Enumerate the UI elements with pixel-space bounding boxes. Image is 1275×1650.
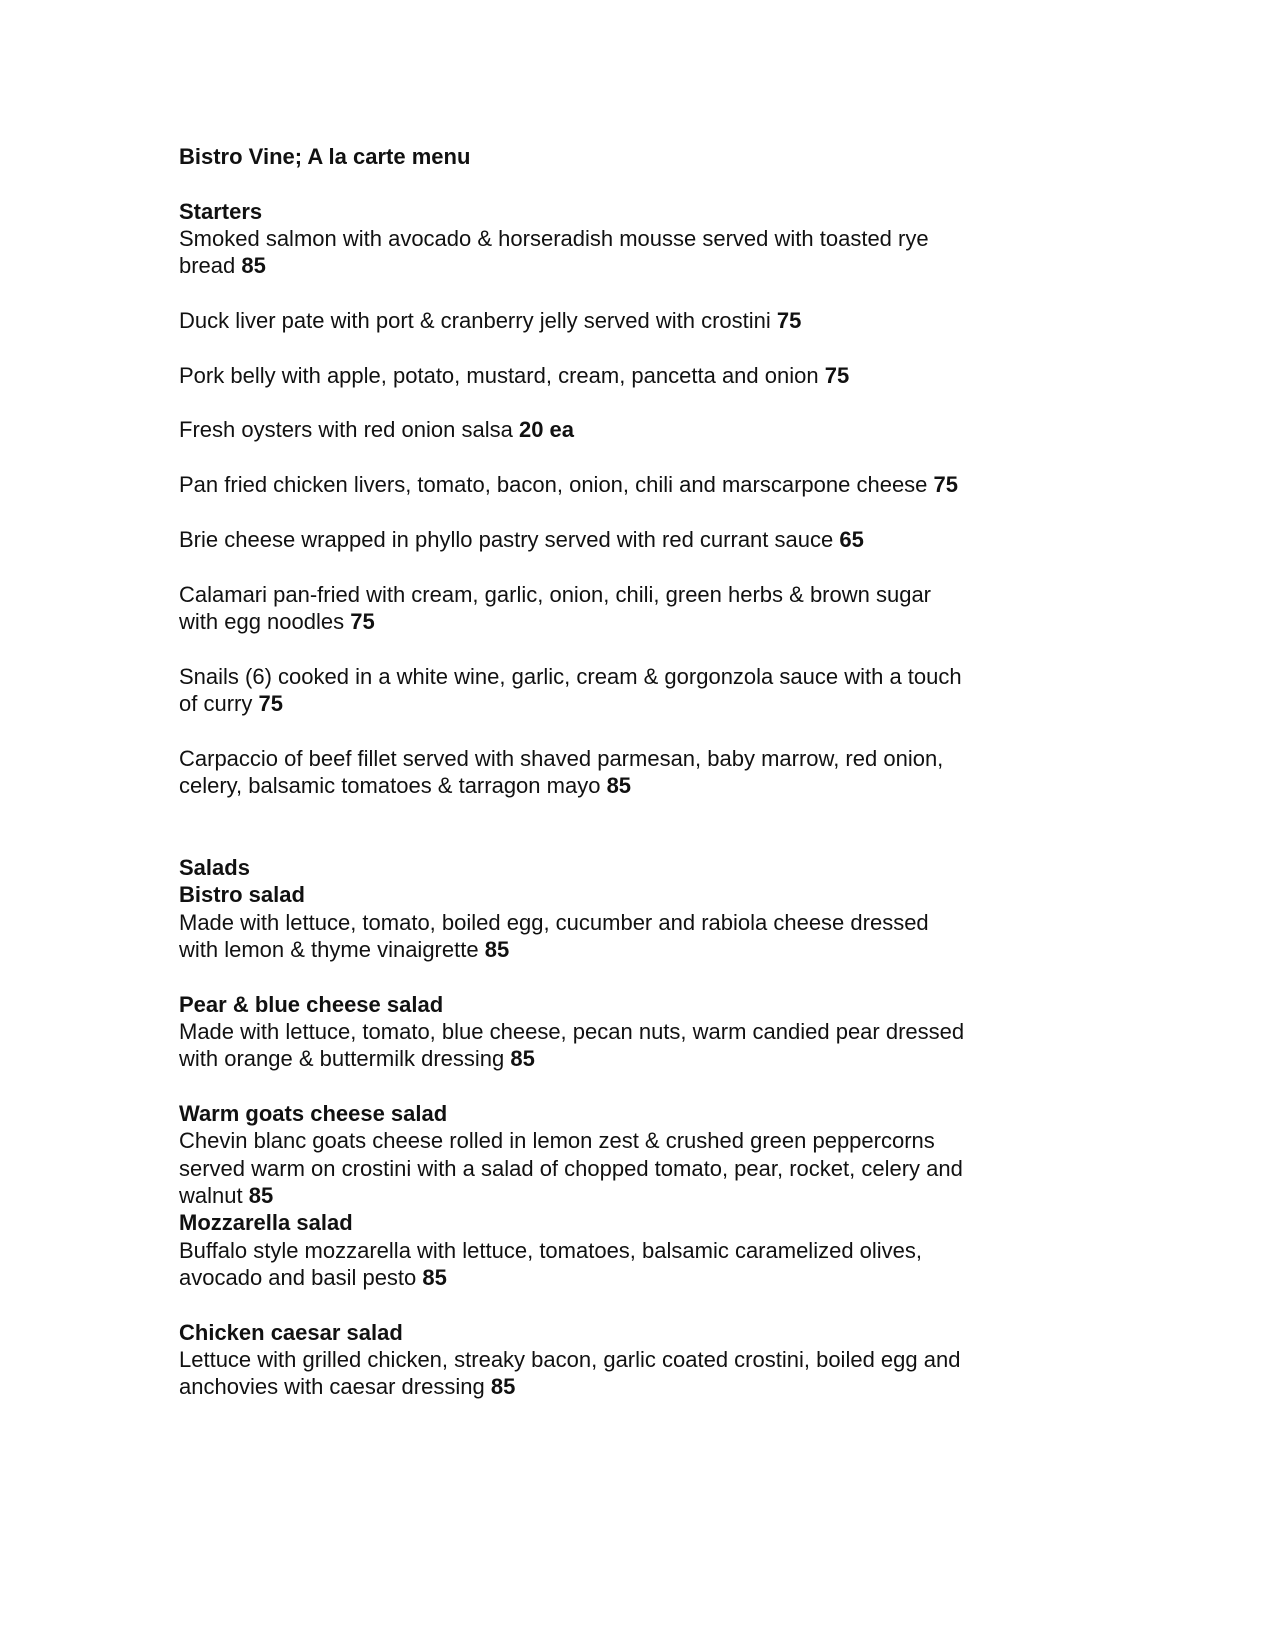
item-name: Chicken caesar salad xyxy=(179,1319,403,1345)
spacer xyxy=(179,280,1059,307)
item-description-line xyxy=(179,1346,1059,1373)
item-price: 75 xyxy=(824,362,850,388)
item-description: anchovies with caesar dressing xyxy=(179,1374,485,1400)
item-price: 20 ea xyxy=(518,417,575,443)
menu-item xyxy=(179,471,1059,498)
item-description: Brie cheese wrapped in phyllo pastry served with red currant sauce xyxy=(179,526,834,552)
item-description: Pork belly with apple, potato, mustard, cream, pancetta and onion xyxy=(179,362,819,388)
salads-heading: Salads xyxy=(179,854,250,880)
item-name: Pear & blue cheese salad xyxy=(179,991,444,1017)
item-description: Duck liver pate with port & cranberry jelly served with crostini xyxy=(179,308,771,334)
spacer xyxy=(179,389,1059,416)
starters-list xyxy=(179,225,1059,799)
item-description-line xyxy=(179,909,1059,936)
item-description-line xyxy=(179,745,1059,772)
menu-title: Bistro Vine; A la carte menu xyxy=(179,144,471,169)
item-description: Pan fried chicken livers, tomato, bacon, onion, chili and marscarpone cheese xyxy=(179,472,928,498)
item-description: Snails (6) cooked in a white wine, garlic, cream & gorgonzola sauce with a touch xyxy=(179,663,962,689)
spacer xyxy=(179,553,1059,580)
item-description: Made with lettuce, tomato, boiled egg, cucumber and rabiola cheese dressed xyxy=(179,909,929,935)
item-description: Made with lettuce, tomato, blue cheese, pecan nuts, warm candied pear dressed xyxy=(179,1019,965,1044)
item-description-line xyxy=(179,772,1059,799)
item-price: 85 xyxy=(484,936,510,962)
item-description-line xyxy=(179,307,1059,334)
item-description: with orange & buttermilk dressing xyxy=(179,1046,505,1072)
item-price: 65 xyxy=(839,526,864,552)
item-description-line xyxy=(179,663,1059,690)
spacer xyxy=(179,444,1059,471)
item-description: Buffalo style mozzarella with lettuce, tomatoes, balsamic caramelized olives, xyxy=(179,1237,923,1263)
item-description: avocado and basil pesto xyxy=(179,1265,417,1291)
item-description-line xyxy=(179,252,1059,279)
item-price: 85 xyxy=(490,1374,516,1400)
menu-item xyxy=(179,663,1059,718)
item-price: 75 xyxy=(933,472,959,498)
menu-item xyxy=(179,745,1059,800)
item-description-line xyxy=(179,1018,1059,1045)
item-price: 85 xyxy=(248,1183,274,1209)
item-name: Warm goats cheese salad xyxy=(179,1101,448,1127)
spacer xyxy=(179,498,1059,525)
item-description-line xyxy=(179,1155,1059,1182)
item-description: served warm on crostini with a salad of chopped tomato, pear, rocket, celery and xyxy=(179,1155,963,1181)
spacer xyxy=(179,635,1059,662)
spacer xyxy=(179,963,1059,990)
item-description: Lettuce with grilled chicken, streaky bacon, garlic coated crostini, boiled egg and xyxy=(179,1347,961,1373)
menu-item xyxy=(179,1319,1059,1401)
menu-item xyxy=(179,526,1059,553)
spacer xyxy=(179,1073,1059,1100)
item-description-line xyxy=(179,471,1059,498)
item-name: Mozzarella salad xyxy=(179,1210,353,1236)
menu-item xyxy=(179,362,1059,389)
menu-item xyxy=(179,225,1059,280)
item-description: bread xyxy=(179,253,236,279)
menu-item xyxy=(179,1209,1059,1291)
spacer xyxy=(179,334,1059,361)
menu-item xyxy=(179,307,1059,334)
item-description-line xyxy=(179,608,1059,635)
item-description: celery, balsamic tomatoes & tarragon mayo xyxy=(179,772,601,798)
item-price: 85 xyxy=(510,1046,535,1072)
item-price: 75 xyxy=(776,308,802,334)
item-price: 85 xyxy=(422,1265,447,1291)
menu-page xyxy=(179,143,1059,1401)
menu-item xyxy=(179,1100,1059,1209)
item-description-line xyxy=(179,225,1059,252)
item-description: Calamari pan-fried with cream, garlic, onion, chili, green herbs & brown sugar xyxy=(179,581,932,607)
item-description: of curry xyxy=(179,690,253,716)
item-description-line xyxy=(179,1373,1059,1400)
salads-list xyxy=(179,881,1059,1401)
item-description: Carpaccio of beef fillet served with shaved parmesan, baby marrow, red onion, xyxy=(179,745,944,771)
item-description-line xyxy=(179,526,1059,553)
item-description: with egg noodles xyxy=(179,608,345,634)
menu-item xyxy=(179,881,1059,963)
item-description-line xyxy=(179,1264,1059,1291)
item-description: Chevin blanc goats cheese rolled in lemon zest & crushed green peppercorns xyxy=(179,1128,935,1154)
item-description-line xyxy=(179,1182,1059,1209)
menu-item xyxy=(179,581,1059,636)
menu-item xyxy=(179,416,1059,443)
item-description: walnut xyxy=(179,1183,243,1209)
starters-heading: Starters xyxy=(179,198,263,224)
item-description-line xyxy=(179,416,1059,443)
item-description: Smoked salmon with avocado & horseradish mousse served with toasted rye xyxy=(179,226,929,252)
item-description-line xyxy=(179,936,1059,963)
item-description-line xyxy=(179,1045,1059,1072)
item-description: with lemon & thyme vinaigrette xyxy=(179,936,479,962)
item-name: Bistro salad xyxy=(179,882,305,908)
spacer xyxy=(179,717,1059,744)
item-description-line xyxy=(179,581,1059,608)
item-price: 85 xyxy=(606,772,632,798)
item-price: 75 xyxy=(258,690,283,716)
item-description-line xyxy=(179,1127,1059,1154)
item-price: 75 xyxy=(350,608,375,634)
spacer xyxy=(179,1291,1059,1318)
item-description-line xyxy=(179,690,1059,717)
menu-item xyxy=(179,991,1059,1073)
item-description: Fresh oysters with red onion salsa xyxy=(179,417,513,443)
item-description-line xyxy=(179,362,1059,389)
item-price: 85 xyxy=(241,253,266,279)
item-description-line xyxy=(179,1237,1059,1264)
